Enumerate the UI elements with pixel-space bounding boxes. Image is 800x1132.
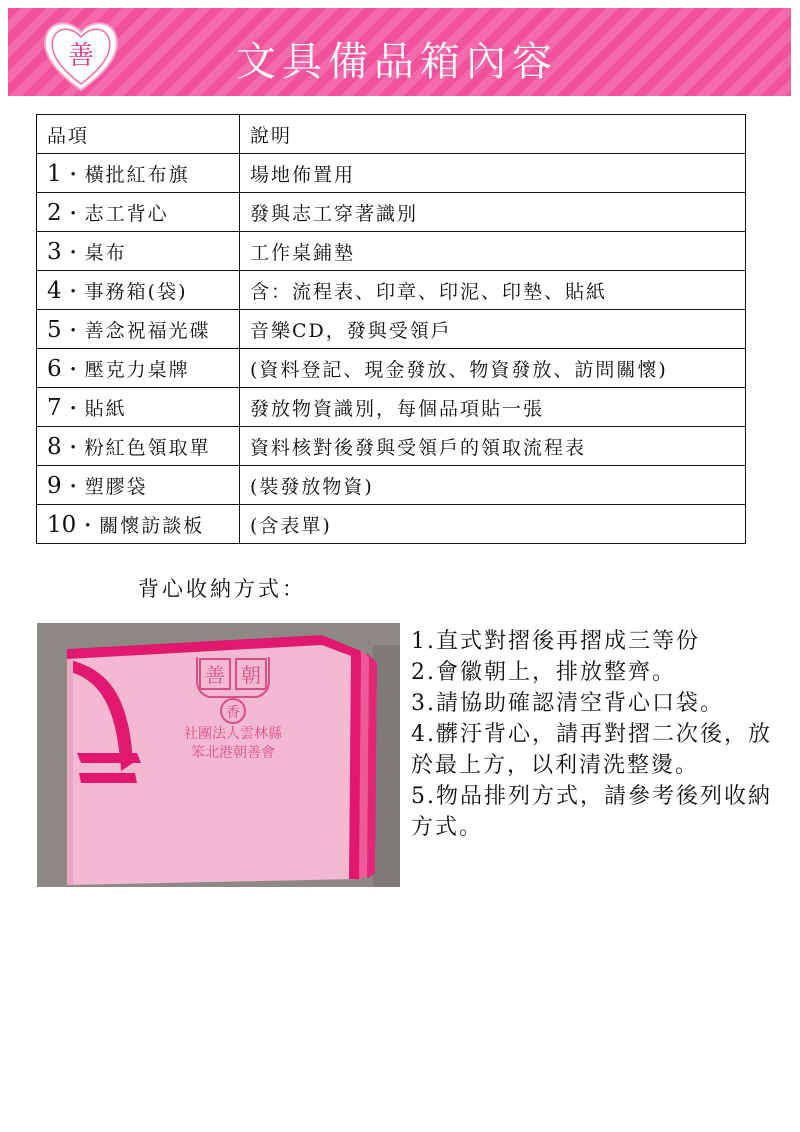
- item-name: 桌布: [84, 241, 127, 264]
- table-row: [37, 427, 746, 466]
- item-cell: [37, 388, 240, 427]
- item-cell: [37, 232, 240, 271]
- item-separator: ・: [78, 514, 100, 537]
- header-description: 說明: [240, 115, 746, 154]
- step-item: 3.請協助確認清空背心口袋。: [411, 691, 724, 716]
- item-number: 2: [47, 199, 62, 226]
- item-separator: ・: [63, 319, 85, 342]
- table-row: [37, 388, 746, 427]
- item-name: 壓克力桌牌: [84, 358, 190, 381]
- item-description: 發與志工穿著識別: [240, 193, 746, 232]
- item-number: 7: [47, 394, 62, 421]
- item-number: 10: [47, 511, 77, 538]
- folded-vest-photo: [37, 623, 400, 887]
- table-row: [37, 232, 746, 271]
- vest-section-title: 背心收納方式：: [138, 577, 306, 601]
- item-name: 貼紙: [84, 397, 127, 420]
- item-cell: [37, 310, 240, 349]
- item-separator: ・: [63, 475, 85, 498]
- page-title: 文具備品箱內容: [236, 39, 558, 85]
- item-number: 8: [47, 433, 62, 460]
- vest-folding-steps: [411, 626, 781, 843]
- step-item: 2.會徽朝上，排放整齊。: [411, 660, 676, 685]
- supplies-table: [36, 114, 746, 544]
- item-separator: ・: [63, 202, 85, 225]
- item-name: 事務箱(袋): [84, 280, 188, 303]
- item-description: (裝發放物資): [240, 466, 746, 505]
- item-number: 1: [47, 160, 62, 187]
- item-separator: ・: [63, 163, 85, 186]
- item-cell: [37, 427, 240, 466]
- item-name: 粉紅色領取單: [84, 436, 211, 459]
- item-description: (資料登記、現金發放、物資發放、訪問關懷): [240, 349, 746, 388]
- item-separator: ・: [63, 280, 85, 303]
- header-banner: [8, 8, 791, 96]
- item-number: 4: [47, 277, 62, 304]
- item-separator: ・: [63, 436, 85, 459]
- item-number: 3: [47, 238, 62, 265]
- table-row: [37, 193, 746, 232]
- svg-text:社團法人雲林縣: 社團法人雲林縣: [184, 726, 282, 742]
- step-item: 4.髒汙背心，請再對摺二次後，放於最上方，以利清洗整燙。: [411, 722, 772, 778]
- svg-text:善: 善: [205, 663, 225, 687]
- svg-text:朝: 朝: [241, 663, 261, 687]
- item-cell: [37, 349, 240, 388]
- heart-logo-icon: [40, 10, 122, 94]
- item-description: 工作桌鋪墊: [240, 232, 746, 271]
- table-row: [37, 154, 746, 193]
- item-separator: ・: [63, 241, 85, 264]
- item-name: 塑膠袋: [84, 475, 148, 498]
- step-item: 1.直式對摺後再摺成三等份: [411, 629, 700, 654]
- table-row: [37, 310, 746, 349]
- item-cell: [37, 193, 240, 232]
- item-description: (含表單): [240, 505, 746, 544]
- item-number: 5: [47, 316, 62, 343]
- item-separator: ・: [63, 358, 85, 381]
- item-name: 志工背心: [84, 202, 169, 225]
- item-description: 資料核對後發與受領戶的領取流程表: [240, 427, 746, 466]
- item-cell: [37, 505, 240, 544]
- item-description: 含：流程表、印章、印泥、印墊、貼紙: [240, 271, 746, 310]
- item-name: 善念祝福光碟: [84, 319, 211, 342]
- table-row: [37, 505, 746, 544]
- item-number: 6: [47, 355, 62, 382]
- table-row: [37, 466, 746, 505]
- header-item: 品項: [37, 115, 240, 154]
- step-item: 5.物品排列方式，請參考後列收納方式。: [411, 784, 772, 840]
- table-row: [37, 271, 746, 310]
- item-cell: [37, 466, 240, 505]
- table-header-row: [37, 115, 746, 154]
- item-separator: ・: [63, 397, 85, 420]
- item-description: 發放物資識別，每個品項貼一張: [240, 388, 746, 427]
- svg-text:笨北港朝善會: 笨北港朝善會: [191, 745, 275, 761]
- item-cell: [37, 154, 240, 193]
- table-row: [37, 349, 746, 388]
- svg-text:香: 香: [226, 705, 240, 721]
- item-name: 橫批紅布旗: [84, 163, 190, 186]
- item-description: 音樂CD，發與受領戶: [240, 310, 746, 349]
- svg-text:善: 善: [67, 41, 95, 71]
- item-number: 9: [47, 472, 62, 499]
- item-cell: [37, 271, 240, 310]
- item-description: 場地佈置用: [240, 154, 746, 193]
- item-name: 關懷訪談板: [99, 514, 205, 537]
